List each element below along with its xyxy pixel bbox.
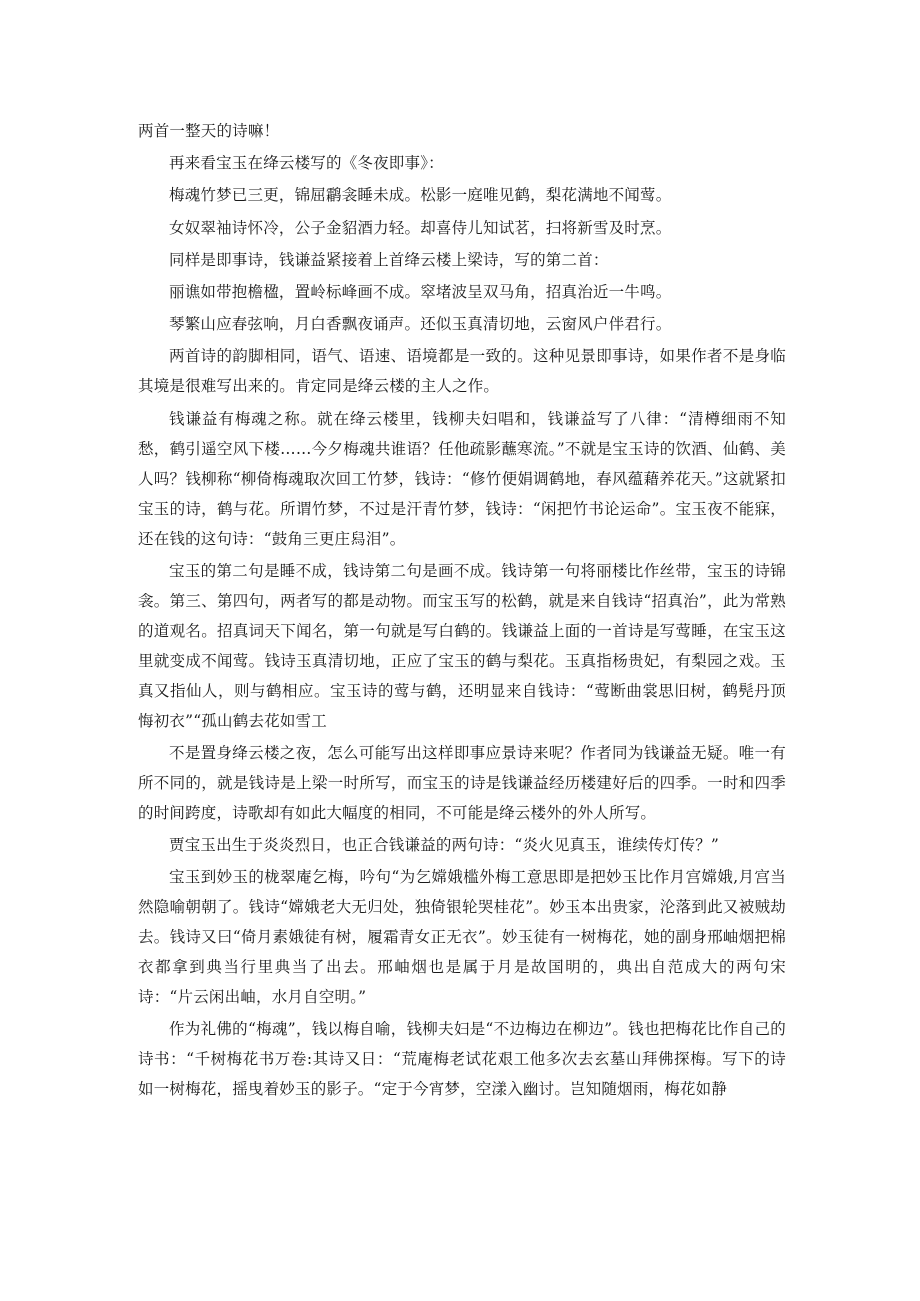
paragraph-7: 不是置身绛云楼之夜，怎么可能写出这样即事应景诗来呢？作者同为钱谦益无疑。唯一有所不同的，就是钱诗是上梁一时所写，而宝玉的诗是钱谦益经历楼建好后的四季。一时和四季的时间跨度，诗歌却有如此大幅度的相同，不可能是绛云楼外的外人所写。	[138, 743, 786, 822]
poem-line-4: 琴繁山应春弦响，月白香飘夜诵声。还似玉真清切地，云窗风户伴君行。	[169, 315, 672, 334]
paragraph-2: 再来看宝玉在绛云楼写的《冬夜即事》：	[169, 154, 444, 173]
paragraph-3: 同样是即事诗，钱谦益紧接着上首绛云楼上梁诗，写的第二首：	[169, 250, 609, 269]
poem-line-1: 梅魂竹梦已三更，锦屈鹴衾睡未成。松影一庭唯见鹤，梨花满地不闻莺。	[169, 186, 672, 205]
paragraph-8: 贾宝玉出生于炎炎烈日，也正合钱谦益的两句诗：“炎火见真玉，谁续传灯传？”	[169, 836, 720, 855]
paragraph-10: 作为礼佛的“梅魂”，钱以梅自喻，钱柳夫妇是“不边梅边在柳边”。钱也把梅花比作自己的诗书：“千树梅花书万卷:其诗又日：“荒庵梅老试花艰工他多次去玄墓山拜佛探梅。写下的诗如一树梅花，摇曳着妙玉的影子。“定于今宵梦，空漾入幽讨。岂知随烟雨，梅花如静	[138, 1020, 786, 1099]
paragraph-9: 宝玉到妙玉的栊翠庵乞梅，吟句“为乞嫦娥槛外梅工意思即是把妙玉比作月宫嫦娥,月宫当然隐喻朝朝了。钱诗“嫦娥老大无归处，独倚银轮哭桂花”。妙玉本出贵家，沦落到此又被贼劫去。钱诗又曰“倚月素娥徒有树，履霜青女正无衣”。妙玉徒有一树梅花，她的副身邢岫烟把棉衣都拿到典当行里典当了出去。邢岫烟也是属于月是故国明的，典出自范成大的两句宋诗：“片云闲出岫，水月自空明。”	[138, 868, 786, 1007]
paragraph-4: 两首诗的韵脚相同，语气、语速、语境都是一致的。这种见景即事诗，如果作者不是身临其境是很难写出来的。肯定同是绛云楼的主人之作。	[138, 347, 786, 396]
paragraph-1: 两首一整天的诗嘛！	[138, 122, 280, 140]
poem-line-2: 女奴翠袖诗怀冷，公子金貂酒力轻。却喜侍儿知试茗，扫将新雪及时烹。	[169, 218, 672, 237]
document-body	[138, 116, 786, 1107]
poem-line-3: 丽谯如带抱檐楹，置岭标峰画不成。窣堵波呈双马角，招真治近一牛鸣。	[169, 282, 672, 301]
paragraph-6: 宝玉的第二句是睡不成，钱诗第二句是画不成。钱诗第一句将丽楼比作丝带，宝玉的诗锦衾。第三、第四句，两者写的都是动物。而宝玉写的松鹤，就是来自钱诗“招真治”，此为常熟的道观名。招真词天下闻名，第一句就是写白鹤的。钱谦益上面的一首诗是写莺睡，在宝玉这里就变成不闻莺。钱诗玉真清切地，正应了宝玉的鹤与梨花。玉真指杨贵妃，有梨园之戏。玉真又指仙人，则与鹤相应。宝玉诗的莺与鹤，还明显来自钱诗：“莺断曲裳思旧树，鹤髡丹顶悔初衣”“孤山鹤去花如雪工	[138, 561, 786, 730]
paragraph-5: 钱谦益有梅魂之称。就在绛云楼里，钱柳夫妇唱和，钱谦益写了八律：“清樽细雨不知愁，鹤引遥空风下楼……今夕梅魂共谁语？任他疏影蘸寒流。”不就是宝玉诗的饮酒、仙鹤、美人吗？钱柳称“柳倚梅魂取次回工竹梦，钱诗：“修竹便娟调鹤地，春风蕴藉养花天。”这就紧扣宝玉的诗，鹤与花。所谓竹梦，不过是汗青竹梦，钱诗：“闲把竹书论运命”。宝玉夜不能寐，还在钱的这句诗：“鼓角三更庄舄泪”。	[138, 409, 786, 548]
